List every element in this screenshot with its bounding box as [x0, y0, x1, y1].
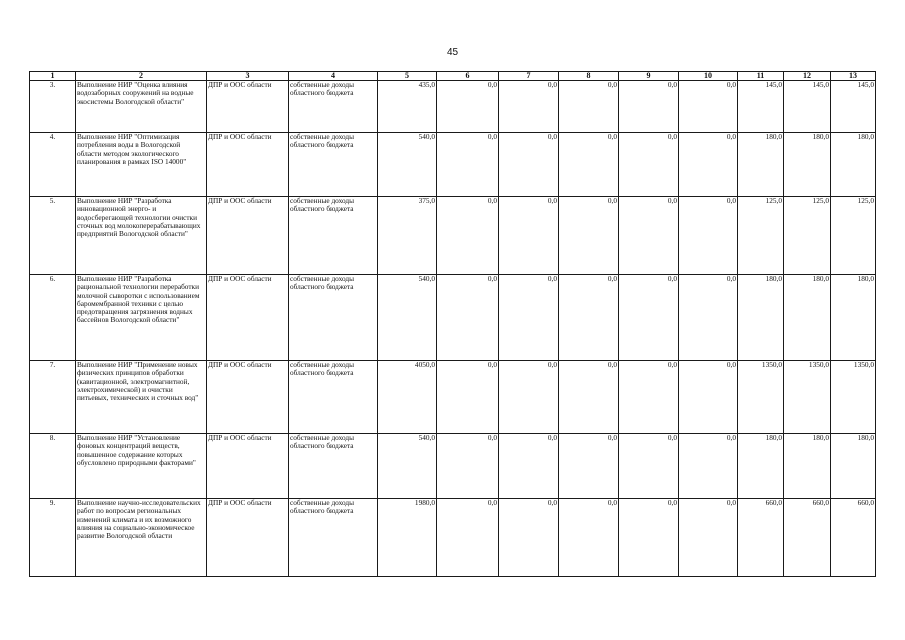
- value-cell: 0,0: [499, 133, 559, 197]
- column-number: 5: [378, 72, 437, 81]
- value-cell: 125,0: [784, 197, 831, 275]
- funding-source: собственные доходы областного бюджета: [289, 81, 378, 133]
- value-cell: 1980,0: [378, 499, 437, 577]
- value-cell: 660,0: [831, 499, 876, 577]
- row-index: 8.: [30, 434, 76, 499]
- value-cell: 0,0: [559, 434, 619, 499]
- measure-name: Выполнение научно-исследовательских работ по вопросам региональных изменений климата и их возможного влияния на социально-экономическое развитие Вологодской области: [76, 499, 207, 577]
- measure-name: Выполнение НИР "Применение новых физических принципов обработки (кавитационной, электромагнитной, электрохимической) и очистки питьевых, технических и сточных вод": [76, 361, 207, 434]
- value-cell: 0,0: [679, 275, 738, 361]
- value-cell: 145,0: [738, 81, 784, 133]
- table-row: [30, 81, 876, 133]
- column-number: 8: [559, 72, 619, 81]
- value-cell: 145,0: [831, 81, 876, 133]
- value-cell: 180,0: [738, 275, 784, 361]
- value-cell: 0,0: [619, 434, 679, 499]
- value-cell: 0,0: [559, 499, 619, 577]
- value-cell: 0,0: [437, 361, 499, 434]
- value-cell: 1350,0: [831, 361, 876, 434]
- funding-source: собственные доходы областного бюджета: [289, 361, 378, 434]
- row-index: 6.: [30, 275, 76, 361]
- value-cell: 125,0: [738, 197, 784, 275]
- value-cell: 0,0: [559, 197, 619, 275]
- value-cell: 180,0: [738, 133, 784, 197]
- measure-name: Выполнение НИР "Оценка влияния водозаборных сооружений на водные экосистемы Вологодской области": [76, 81, 207, 133]
- executor: ДПР и ООС области: [207, 361, 289, 434]
- value-cell: 0,0: [679, 133, 738, 197]
- value-cell: 0,0: [619, 133, 679, 197]
- column-number: 7: [499, 72, 559, 81]
- value-cell: 0,0: [679, 361, 738, 434]
- column-number-row: [30, 72, 876, 81]
- value-cell: 0,0: [437, 133, 499, 197]
- value-cell: 0,0: [437, 434, 499, 499]
- executor: ДПР и ООС области: [207, 81, 289, 133]
- executor: ДПР и ООС области: [207, 275, 289, 361]
- measure-name: Выполнение НИР "Установление фоновых концентраций веществ, повышенное содержание которых обусловлено природными факторами": [76, 434, 207, 499]
- column-number: 1: [30, 72, 76, 81]
- value-cell: 180,0: [831, 434, 876, 499]
- value-cell: 660,0: [784, 499, 831, 577]
- column-number: 11: [738, 72, 784, 81]
- value-cell: 0,0: [499, 434, 559, 499]
- row-index: 9.: [30, 499, 76, 577]
- value-cell: 0,0: [499, 197, 559, 275]
- value-cell: 0,0: [437, 499, 499, 577]
- row-index: 7.: [30, 361, 76, 434]
- value-cell: 1350,0: [738, 361, 784, 434]
- column-number: 9: [619, 72, 679, 81]
- value-cell: 0,0: [619, 275, 679, 361]
- value-cell: 0,0: [499, 275, 559, 361]
- executor: ДПР и ООС области: [207, 133, 289, 197]
- funding-source: собственные доходы областного бюджета: [289, 499, 378, 577]
- funding-source: собственные доходы областного бюджета: [289, 275, 378, 361]
- value-cell: 540,0: [378, 434, 437, 499]
- value-cell: 0,0: [559, 133, 619, 197]
- row-index: 4.: [30, 133, 76, 197]
- table-row: [30, 133, 876, 197]
- value-cell: 540,0: [378, 133, 437, 197]
- column-number: 12: [784, 72, 831, 81]
- row-index: 5.: [30, 197, 76, 275]
- page-number: 45: [446, 47, 459, 58]
- table-row: [30, 275, 876, 361]
- value-cell: 0,0: [679, 81, 738, 133]
- executor: ДПР и ООС области: [207, 197, 289, 275]
- column-number: 10: [679, 72, 738, 81]
- column-number: 13: [831, 72, 876, 81]
- measure-name: Выполнение НИР "Оптимизация потребления воды в Вологодской области методом экологического планирования в рамках ISO 14000": [76, 133, 207, 197]
- column-number: 2: [76, 72, 207, 81]
- row-index: 3.: [30, 81, 76, 133]
- value-cell: 0,0: [679, 197, 738, 275]
- value-cell: 4050,0: [378, 361, 437, 434]
- funding-source: собственные доходы областного бюджета: [289, 434, 378, 499]
- table-row: [30, 434, 876, 499]
- value-cell: 180,0: [784, 434, 831, 499]
- value-cell: 180,0: [831, 133, 876, 197]
- value-cell: 435,0: [378, 81, 437, 133]
- value-cell: 0,0: [679, 434, 738, 499]
- value-cell: 180,0: [784, 133, 831, 197]
- value-cell: 0,0: [499, 81, 559, 133]
- funding-source: собственные доходы областного бюджета: [289, 133, 378, 197]
- executor: ДПР и ООС области: [207, 499, 289, 577]
- table-row: [30, 499, 876, 577]
- column-number: 4: [289, 72, 378, 81]
- value-cell: 0,0: [437, 197, 499, 275]
- value-cell: 180,0: [831, 275, 876, 361]
- value-cell: 0,0: [559, 361, 619, 434]
- value-cell: 0,0: [559, 275, 619, 361]
- measure-name: Выполнение НИР "Разработка рациональной технологии переработки молочной сыворотки с использованием баромембранной техники с целью предотвращения загрязнения водных бассейнов Вологодской области": [76, 275, 207, 361]
- value-cell: 0,0: [619, 361, 679, 434]
- value-cell: 540,0: [378, 275, 437, 361]
- value-cell: 660,0: [738, 499, 784, 577]
- value-cell: 1350,0: [784, 361, 831, 434]
- budget-table: [29, 71, 876, 577]
- measure-name: Выполнение НИР "Разработка инновационной энерго- и водосберегающей технологии очистки сточных вод молокоперерабатывающих предприятий Вологодской области": [76, 197, 207, 275]
- table-row: [30, 197, 876, 275]
- column-number: 6: [437, 72, 499, 81]
- funding-source: собственные доходы областного бюджета: [289, 197, 378, 275]
- value-cell: 180,0: [738, 434, 784, 499]
- value-cell: 0,0: [437, 275, 499, 361]
- value-cell: 0,0: [499, 361, 559, 434]
- value-cell: 180,0: [784, 275, 831, 361]
- value-cell: 145,0: [784, 81, 831, 133]
- value-cell: 0,0: [619, 499, 679, 577]
- value-cell: 0,0: [437, 81, 499, 133]
- table-row: [30, 361, 876, 434]
- value-cell: 0,0: [499, 499, 559, 577]
- value-cell: 0,0: [559, 81, 619, 133]
- value-cell: 375,0: [378, 197, 437, 275]
- value-cell: 125,0: [831, 197, 876, 275]
- value-cell: 0,0: [619, 197, 679, 275]
- executor: ДПР и ООС области: [207, 434, 289, 499]
- value-cell: 0,0: [679, 499, 738, 577]
- value-cell: 0,0: [619, 81, 679, 133]
- column-number: 3: [207, 72, 289, 81]
